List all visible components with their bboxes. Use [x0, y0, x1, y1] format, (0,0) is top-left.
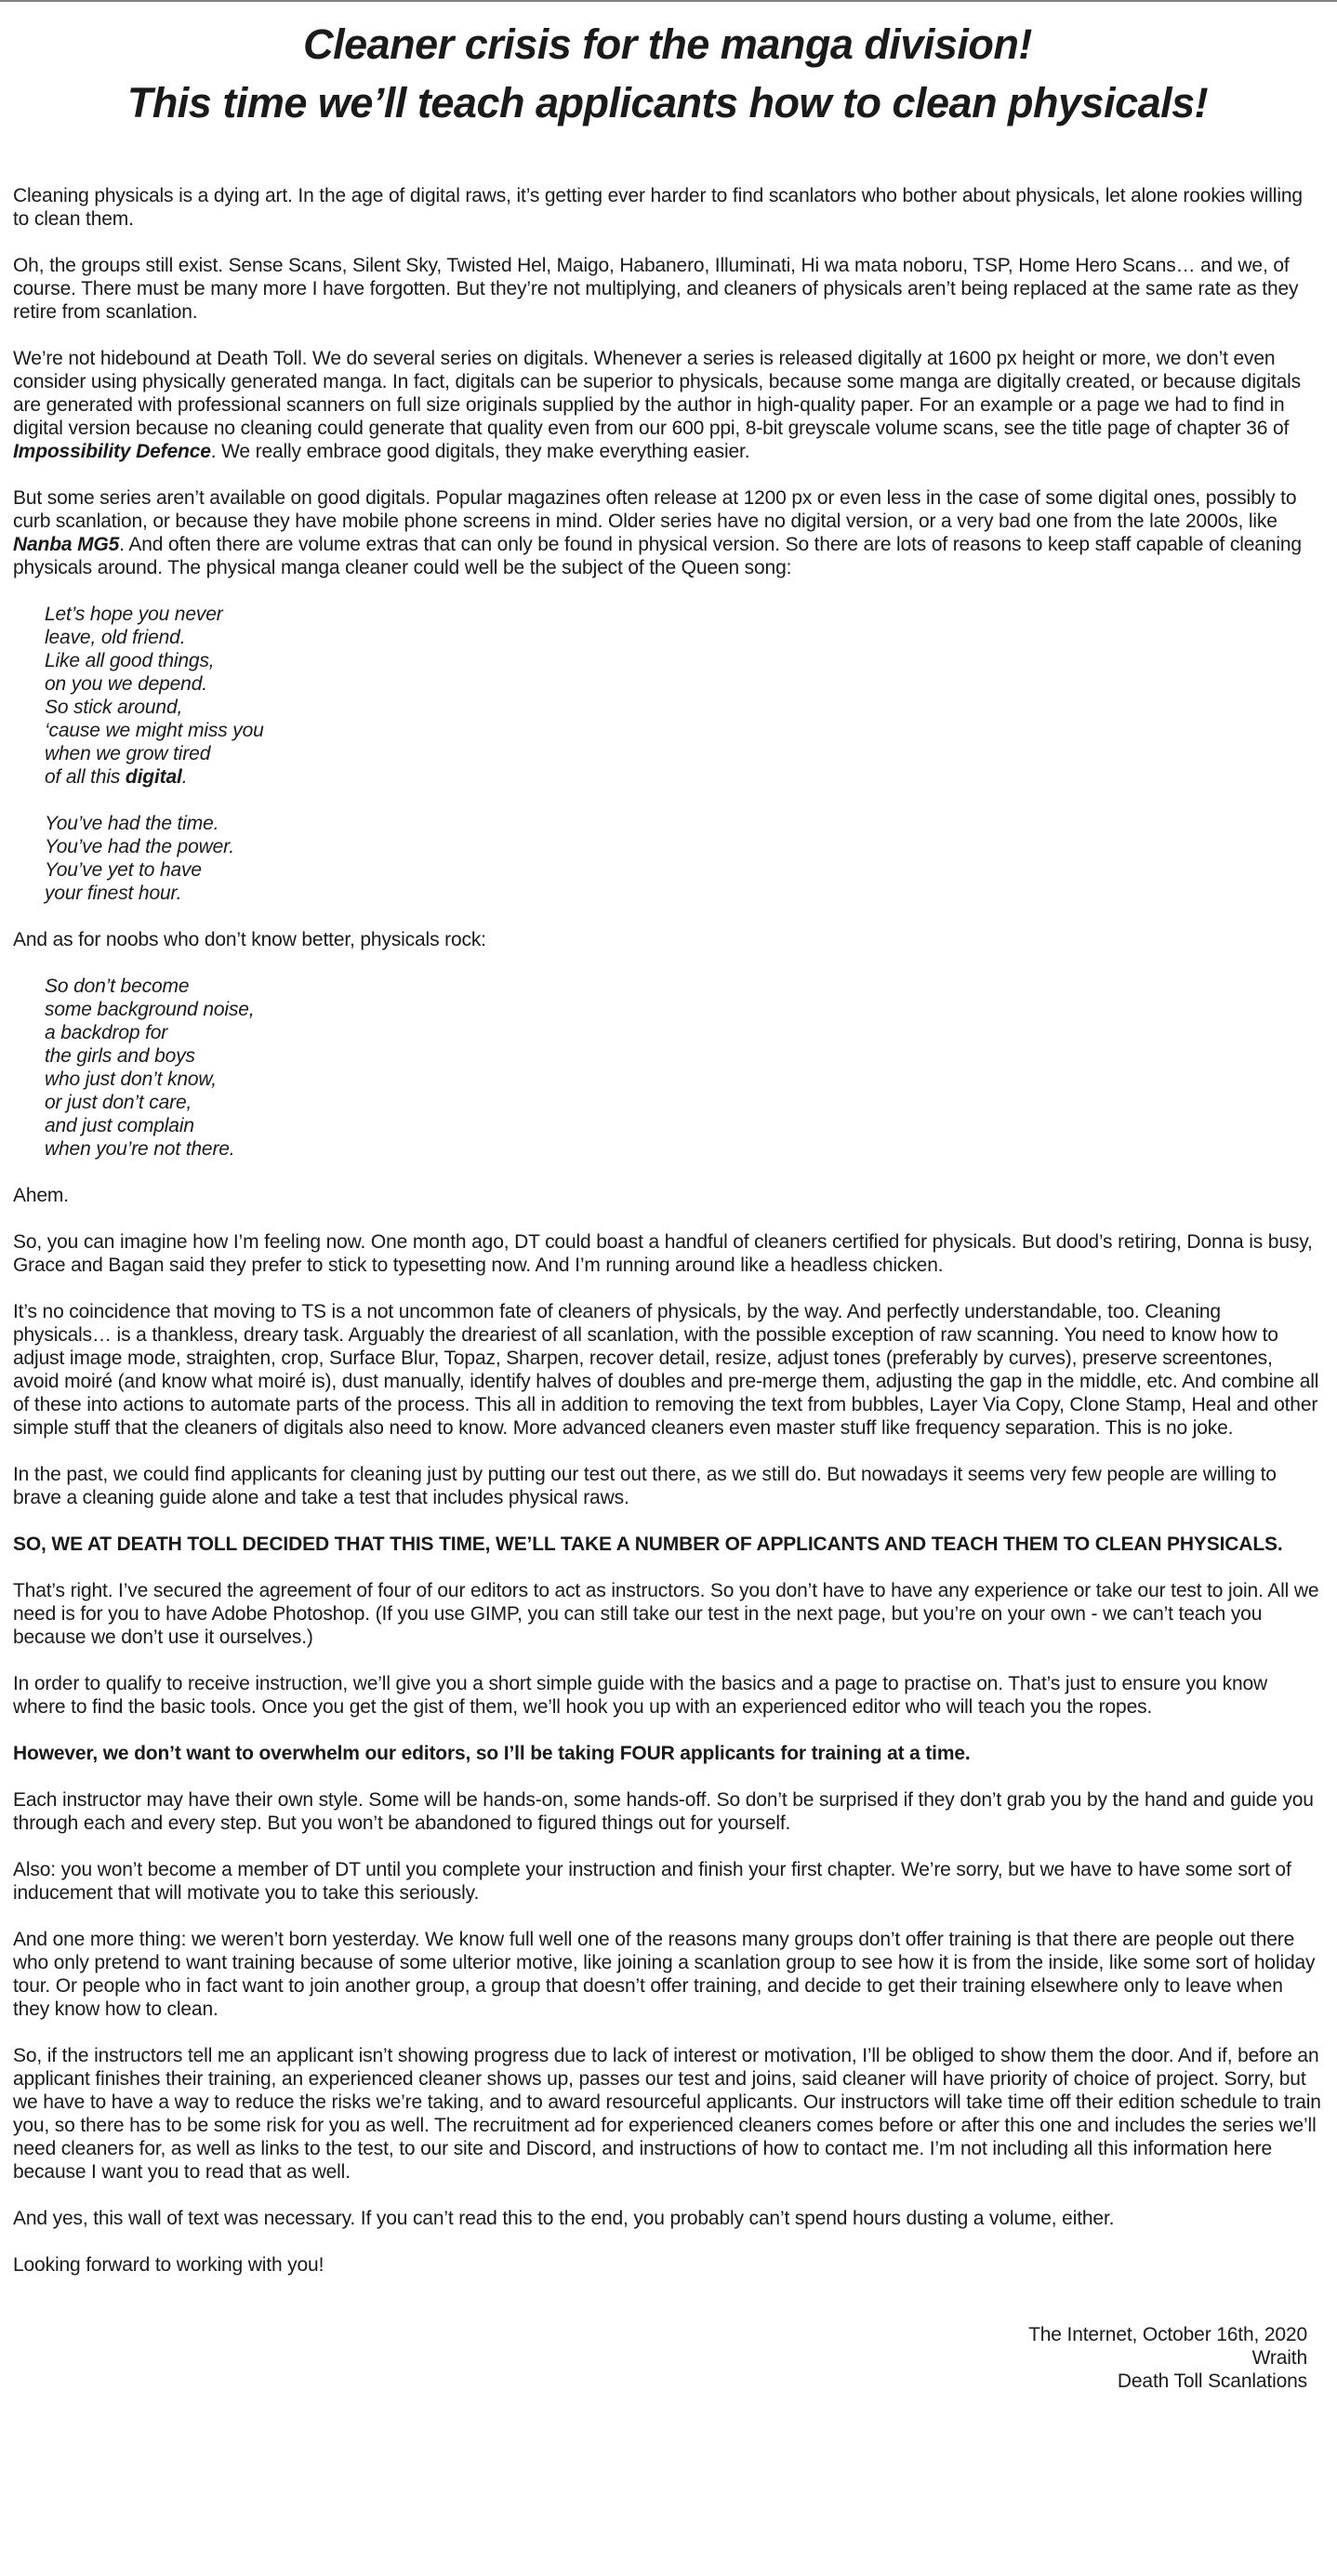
text-segment: . We really embrace good digitals, they make everything easier. [210, 441, 750, 462]
lyric-line [45, 742, 1322, 765]
text-segment: on you we depend. [45, 673, 207, 695]
lyric-line [45, 719, 1322, 742]
text-segment: Like all good things, [45, 650, 215, 671]
paragraph [13, 928, 1322, 951]
text-segment: Each instructor may have their own style. Some will be hands-on, some hands-off. So don’t be surprised if they don’t grab you by the hand and guide you through each and every step. But you won’t be abandoned to figured things out for yourself. [13, 1789, 1314, 1834]
paragraph [13, 2253, 1322, 2277]
text-segment: leave, old friend. [45, 627, 186, 648]
text-segment: And one more thing: we weren’t born yesterday. We know full well one of the reasons many groups don’t offer training is that there are people out there who only pretend to want training because of some ulterior motive, like joining a scanlation group to see how it is from the inside, like some sort of holiday tour. Or people who in fact want to join another group, a group that doesn’t offer training, and decide to get their training elsewhere only to leave when they know how to clean. [13, 1929, 1316, 2020]
text-segment: You’ve had the time. [45, 813, 219, 834]
text-segment: So stick around, [45, 697, 183, 718]
signature-block [13, 2323, 1322, 2393]
text-segment: That’s right. I’ve secured the agreement of four of our editors to act as instructors. So you don’t have to have any experience or take our test to join. All we need is for you to have Adobe Photoshop. (If you use GIMP, you can still take our test in the next page, but you’re on your own - we can’t teach you because we don’t use it ourselves.) [13, 1580, 1319, 1648]
paragraph [13, 486, 1322, 579]
text-segment: . And often there are volume extras that can only be found in physical version. So there are lots of reasons to keep staff capable of cleaning physicals around. The physical manga cleaner could well be the subject of the Queen song: [13, 534, 1302, 578]
text-segment: . [181, 766, 188, 788]
text-segment: Also: you won’t become a member of DT until you complete your instruction and finish your first chapter. We’re sorry, but we have to have some sort of inducement that will motivate you to take this seriously. [13, 1859, 1291, 1904]
text-segment: However, we don’t want to overwhelm our editors, so I’ll be taking FOUR applicants for training at a time. [13, 1743, 971, 1764]
paragraph [13, 1463, 1322, 1509]
paragraph-bold [13, 1742, 1322, 1765]
paragraph [13, 2207, 1322, 2230]
text-segment: Impossibility Defence [13, 441, 211, 462]
lyric-line [45, 1021, 1322, 1044]
text-segment: your finest hour. [45, 883, 182, 904]
text-segment: We’re not hidebound at Death Toll. We do several series on digitals. Whenever a series is released digitally at 1600 px height or more, we don’t even consider using physically generated manga. In fact, digitals can be superior to physicals, because some manga are digitally created, or because digitals are generated with professional scanners on full size originals supplied by the author in high-quality paper. For an example or a page we had to find in digital version because no cleaning could generate that quality even from our 600 ppi, 8-bit greyscale volume scans, see the title page of chapter 36 of [13, 348, 1301, 439]
text-segment: But some series aren’t available on good digitals. Popular magazines often release at 1200 px or even less in the case of some digital ones, possibly to curb scanlation, or because they have mobile phone screens in mind. Older series have no digital version, or a very bad one from the late 2000s, like [13, 487, 1297, 532]
lyrics-stanza [13, 603, 1322, 789]
text-segment: You’ve had the power. [45, 836, 234, 857]
lyric-line [45, 1044, 1322, 1068]
paragraph [13, 1672, 1322, 1719]
text-segment: In the past, we could find applicants for cleaning just by putting our test out there, as we still do. But nowadays it seems very few people are willing to brave a cleaning guide alone and take a test that includes physical raws. [13, 1464, 1277, 1508]
lyric-line [45, 696, 1322, 719]
paragraph [13, 1184, 1322, 1207]
text-segment: digital [125, 766, 182, 788]
paragraph [13, 184, 1322, 231]
title-line-1: Cleaner crisis for the manga division! [303, 20, 1032, 68]
paragraph [13, 1858, 1322, 1905]
text-segment: when you’re not there. [45, 1138, 235, 1160]
text-segment: Looking forward to working with you! [13, 2254, 324, 2276]
lyric-line [45, 812, 1322, 835]
lyric-line [45, 1068, 1322, 1091]
text-segment: It’s no coincidence that moving to TS is a not uncommon fate of cleaners of physicals, by the way. And perfectly understandable, too. Cleaning physicals… is a thankless, dreary task. Arguably the dreariest of all scanlation, with the possible exception of raw scanning. You need to know how to adjust image mode, straighten, crop, Surface Blur, Topaz, Sharpen, recover detail, resize, adjust tones (preferably by curves), preserve screentones, avoid moiré (and know what moiré is), dust manually, identify halves of doubles and pre-merge them, adjusting the gap in the middle, etc. And combine all of these into actions to automate parts of the process. This all in addition to removing the text from bubbles, Layer Via Copy, Clone Stamp, Heal and other simple stuff that the cleaners of digitals also need to know. More advanced cleaners even master stuff like frequency separation. This is no joke. [13, 1301, 1319, 1439]
text-segment: some background noise, [45, 999, 255, 1020]
text-segment: SO, WE AT DEATH TOLL DECIDED THAT THIS TIME, WE’LL TAKE A NUMBER OF APPLICANTS AND TEACH THEM TO CLEAN PHYSICALS. [13, 1534, 1283, 1555]
lyric-line [45, 649, 1322, 672]
text-segment: and just complain [45, 1115, 194, 1136]
text-segment: Nanba MG5 [13, 534, 120, 555]
text-segment: ‘cause we might miss you [45, 720, 264, 741]
lyric-line [45, 1091, 1322, 1114]
paragraph [13, 1230, 1322, 1277]
lyric-line [45, 835, 1322, 858]
text-segment: Oh, the groups still exist. Sense Scans, Silent Sky, Twisted Hel, Maigo, Habanero, Illuminati, Hi wa mata noboru, TSP, Home Hero Scans… and we, of course. There must be many more I have forgotten. But they’re not multiplying, and cleaners of physicals aren’t being replaced at the same rate as they retire from scanlation. [13, 255, 1299, 323]
text-segment: So don’t become [45, 976, 190, 997]
page-title [13, 15, 1322, 132]
lyric-line [45, 603, 1322, 626]
lyric-line [45, 1137, 1322, 1161]
title-line-2: This time we’ll teach applicants how to clean physicals! [126, 79, 1209, 126]
paragraph [13, 254, 1322, 324]
text-segment: a backdrop for [45, 1022, 168, 1043]
text-segment: Ahem. [13, 1185, 69, 1206]
paragraph [13, 1300, 1322, 1440]
page [0, 2, 1337, 2430]
paragraph [13, 1928, 1322, 2021]
lyric-line [45, 1114, 1322, 1137]
paragraph [13, 1788, 1322, 1835]
lyric-line [45, 672, 1322, 696]
text-segment: of all this [45, 766, 126, 788]
text-segment: or just don’t care, [45, 1092, 192, 1113]
text-segment: when we grow tired [45, 743, 211, 764]
lyric-line [45, 765, 1322, 789]
text-segment: So, if the instructors tell me an applicant isn’t showing progress due to lack of interest or motivation, I’ll be obliged to show them the door. And if, before an applicant finishes their training, an experienced cleaner shows up, passes our test and joins, said cleaner will have priority of choice of project. Sorry, but we have to have a way to reduce the risks we’re taking, and to award resourceful applicants. Our instructors will take time off their edition schedule to train you, so there has to be some risk for you as well. The recruitment ad for experienced cleaners comes before or after this one and includes the series we’ll need cleaners for, as well as links to the test, to our site and Discord, and instructions of how to contact me. I’m not including all this information here because I want you to read that as well. [13, 2045, 1321, 2183]
signature-group: Death Toll Scanlations [1117, 2370, 1307, 2392]
lyric-line [45, 858, 1322, 882]
text-segment: You’ve yet to have [45, 859, 202, 881]
paragraph [13, 347, 1322, 463]
signature-author: Wraith [1251, 2347, 1307, 2369]
lyric-line [45, 998, 1322, 1021]
paragraph [13, 2044, 1322, 2184]
paragraph [13, 1579, 1322, 1649]
text-segment: So, you can imagine how I’m feeling now. One month ago, DT could boast a handful of cleaners certified for physicals. But dood’s retiring, Donna is busy, Grace and Bagan said they prefer to stick to typesetting now. And I’m running around like a headless chicken. [13, 1231, 1313, 1276]
lyrics-stanza [13, 975, 1322, 1161]
paragraph-bold [13, 1533, 1322, 1556]
text-segment: And as for noobs who don’t know better, physicals rock: [13, 929, 486, 950]
text-segment: Cleaning physicals is a dying art. In the age of digital raws, it’s getting ever harder to find scanlators who bother about physicals, let alone rookies willing to clean them. [13, 185, 1303, 230]
text-segment: who just don’t know, [45, 1069, 217, 1090]
lyric-line [45, 882, 1322, 905]
text-segment: And yes, this wall of text was necessary. If you can’t read this to the end, you probably can’t spend hours dusting a volume, either. [13, 2208, 1115, 2229]
lyrics-stanza [13, 812, 1322, 905]
lyric-line [45, 975, 1322, 998]
text-segment: Let’s hope you never [45, 604, 223, 625]
document-body [13, 184, 1322, 2277]
text-segment: In order to qualify to receive instruction, we’ll give you a short simple guide with the basics and a page to practise on. That’s just to ensure you know where to find the basic tools. Once you get the gist of them, we’ll hook you up with an experienced editor who will teach you the ropes. [13, 1673, 1268, 1718]
signature-place-date: The Internet, October 16th, 2020 [1028, 2324, 1307, 2345]
text-segment: the girls and boys [45, 1045, 195, 1067]
lyric-line [45, 626, 1322, 649]
